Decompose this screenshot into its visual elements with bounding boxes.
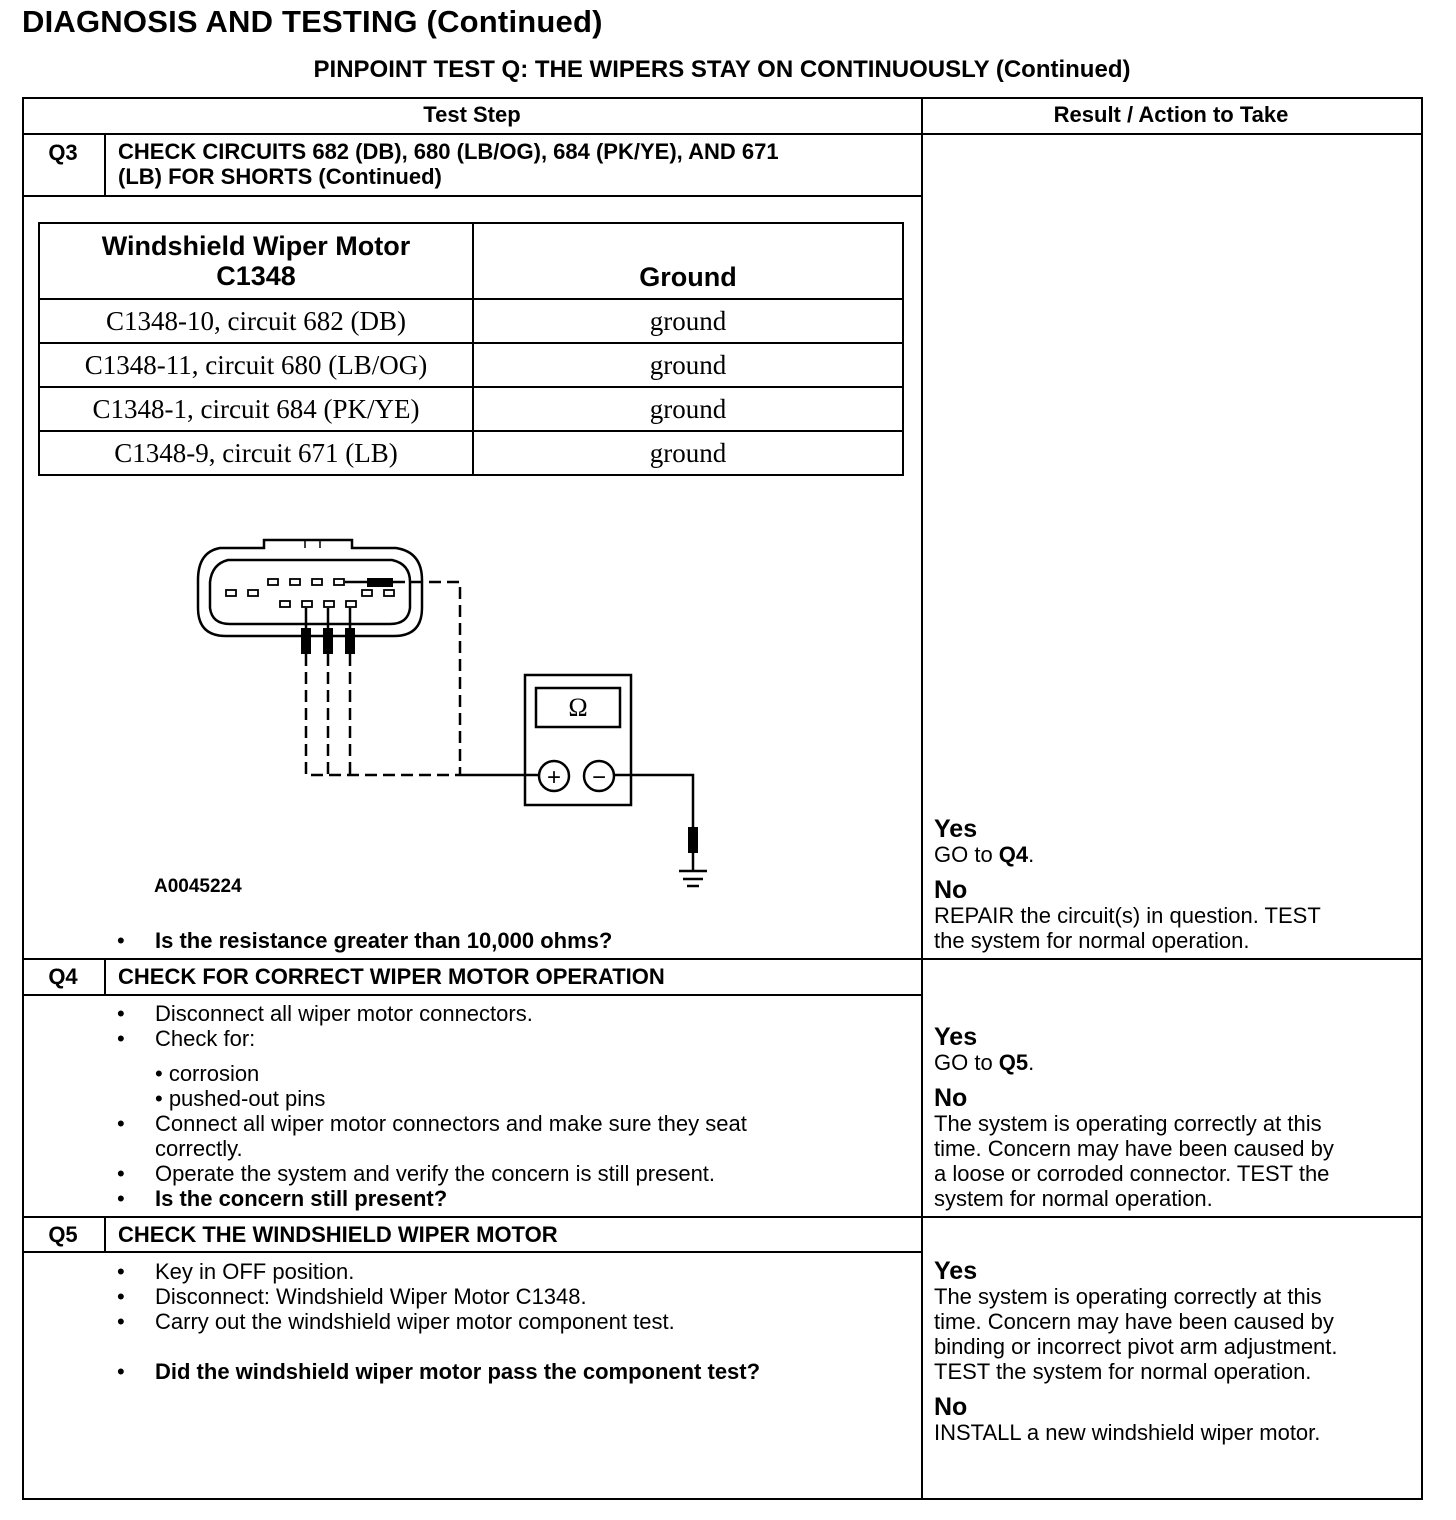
q4-result (934, 1024, 1334, 1211)
table-column-divider (921, 97, 923, 1500)
q4-step-3 (155, 1111, 747, 1161)
q4-yes-suffix: . (1028, 1050, 1035, 1075)
q5-question: Did the windshield wiper motor pass the component test? (155, 1359, 761, 1384)
row-from: C1348-10, circuit 682 (DB) (39, 299, 473, 343)
q3-no-line1: REPAIR the circuit(s) in question. TEST (934, 903, 1321, 928)
q5-step-title: CHECK THE WINDSHIELD WIPER MOTOR (118, 1222, 558, 1247)
row-to: ground (473, 299, 903, 343)
q4-step-3-line2: correctly. (155, 1136, 243, 1161)
q4-yes-text (934, 1050, 1334, 1075)
q4-step-4: Operate the system and verify the concern is still present. (155, 1161, 716, 1186)
q5-step-id: Q5 (48, 1222, 78, 1247)
header-connector-line1: Windshield Wiper Motor (101, 231, 411, 261)
test-probe-icon (301, 578, 393, 654)
q5-yes-line2: time. Concern may have been caused by (934, 1309, 1334, 1334)
bullet-icon: • (117, 1001, 125, 1026)
q3-yes-label: Yes (934, 815, 978, 843)
q4-yes-target: Q5 (998, 1050, 1029, 1075)
bullet-icon: • (117, 1026, 125, 1051)
q5-step-3: Carry out the windshield wiper motor component test. (155, 1309, 675, 1334)
meter-minus-label: − (591, 764, 607, 791)
column-header-test-step: Test Step (423, 102, 521, 127)
q3-result (934, 816, 1321, 953)
ground-icon (679, 827, 707, 886)
q4-no-line3: a loose or corroded connector. TEST the (934, 1161, 1330, 1186)
page-title: DIAGNOSIS AND TESTING (Continued) (22, 4, 603, 39)
q4-step-2: Check for: (155, 1026, 256, 1051)
inner-table-header-ground: Ground (473, 223, 903, 299)
q5-step-2: Disconnect: Windshield Wiper Motor C1348. (155, 1284, 587, 1309)
bullet-icon: • (117, 1309, 125, 1334)
q5-yes-label: Yes (934, 1257, 978, 1285)
bullet-icon: • (117, 928, 125, 953)
bullet-icon: • (117, 1186, 125, 1211)
table-row (39, 387, 903, 431)
table-bottom-border (22, 1498, 1423, 1500)
q4-sub-2: • pushed-out pins (155, 1086, 326, 1111)
meter-plus-label: + (546, 764, 562, 791)
q4-step-id: Q4 (48, 964, 78, 989)
row-to: ground (473, 343, 903, 387)
q3-step-title (118, 139, 779, 189)
q5-result (934, 1258, 1338, 1445)
q5-yes-line4: TEST the system for normal operation. (934, 1359, 1312, 1384)
q3-connection-table (38, 222, 904, 476)
q4-no-label: No (934, 1084, 968, 1112)
connector-c1348-icon (198, 540, 422, 636)
table-row (39, 299, 903, 343)
q3-yes-text (934, 842, 1321, 867)
q4-question: Is the concern still present? (155, 1186, 448, 1211)
pinpoint-test-title: PINPOINT TEST Q: THE WIPERS STAY ON CONTINUOUSLY (Continued) (313, 56, 1131, 83)
q4-id-divider (104, 958, 106, 995)
bullet-icon: • (117, 1359, 125, 1384)
q5-step-1: Key in OFF position. (155, 1259, 355, 1284)
q4-no-line2: time. Concern may have been caused by (934, 1136, 1334, 1161)
header-connector-line2: C1348 (216, 261, 296, 291)
column-header-result: Result / Action to Take (1053, 102, 1289, 127)
table-right-border (1421, 97, 1423, 1500)
q4-sub-1: • corrosion (155, 1061, 260, 1086)
q3-title-line2: (LB) FOR SHORTS (Continued) (118, 164, 442, 189)
ohm-symbol: Ω (568, 693, 588, 722)
row-to: ground (473, 387, 903, 431)
q3-yes-target: Q4 (998, 842, 1029, 867)
table-left-border (22, 97, 24, 1500)
q3-title-bottom-border (22, 195, 922, 197)
q4-no-line4: system for normal operation. (934, 1186, 1213, 1211)
q3-step-id: Q3 (48, 140, 78, 165)
bullet-icon: • (117, 1284, 125, 1309)
q4-step-title: CHECK FOR CORRECT WIPER MOTOR OPERATION (118, 964, 665, 989)
meter-leads (460, 775, 693, 827)
ohmmeter-connector-diagram (140, 520, 760, 900)
bullet-icon: • (117, 1259, 125, 1284)
q4-step-1: Disconnect all wiper motor connectors. (155, 1001, 533, 1026)
q4-yes-label: Yes (934, 1023, 978, 1051)
inner-table-header-connector (39, 223, 473, 299)
q4-bottom-border (22, 1216, 1423, 1218)
row-from: C1348-1, circuit 684 (PK/YE) (39, 387, 473, 431)
q5-no-line1: INSTALL a new windshield wiper motor. (934, 1420, 1321, 1445)
q5-yes-line3: binding or incorrect pivot arm adjustment. (934, 1334, 1338, 1359)
bullet-icon: • (117, 1161, 125, 1186)
bullet-icon: • (117, 1111, 125, 1136)
q3-question: Is the resistance greater than 10,000 ohms? (155, 928, 613, 953)
q3-no-line2: the system for normal operation. (934, 928, 1250, 953)
row-to: ground (473, 431, 903, 475)
q3-id-divider (104, 133, 106, 196)
q3-bottom-border (22, 958, 1423, 960)
q4-step-3-line1: Connect all wiper motor connectors and make sure they seat (155, 1111, 747, 1136)
row-from: C1348-11, circuit 680 (LB/OG) (39, 343, 473, 387)
q5-yes-line1: The system is operating correctly at this (934, 1284, 1322, 1309)
table-row (39, 343, 903, 387)
q3-yes-prefix: GO to (934, 842, 999, 867)
table-header-bottom-border (22, 133, 1423, 135)
q4-yes-prefix: GO to (934, 1050, 999, 1075)
table-top-border (22, 97, 1423, 99)
table-row (39, 431, 903, 475)
q4-no-line1: The system is operating correctly at this (934, 1111, 1322, 1136)
q3-yes-suffix: . (1028, 842, 1035, 867)
q3-no-label: No (934, 876, 968, 904)
q4-title-bottom-border (22, 994, 922, 996)
figure-id: A0045224 (154, 876, 242, 897)
row-from: C1348-9, circuit 671 (LB) (39, 431, 473, 475)
q3-title-line1: CHECK CIRCUITS 682 (DB), 680 (LB/OG), 684 (PK/YE), AND 671 (118, 139, 779, 164)
q5-id-divider (104, 1216, 106, 1252)
q5-title-bottom-border (22, 1251, 922, 1253)
q5-no-label: No (934, 1393, 968, 1421)
